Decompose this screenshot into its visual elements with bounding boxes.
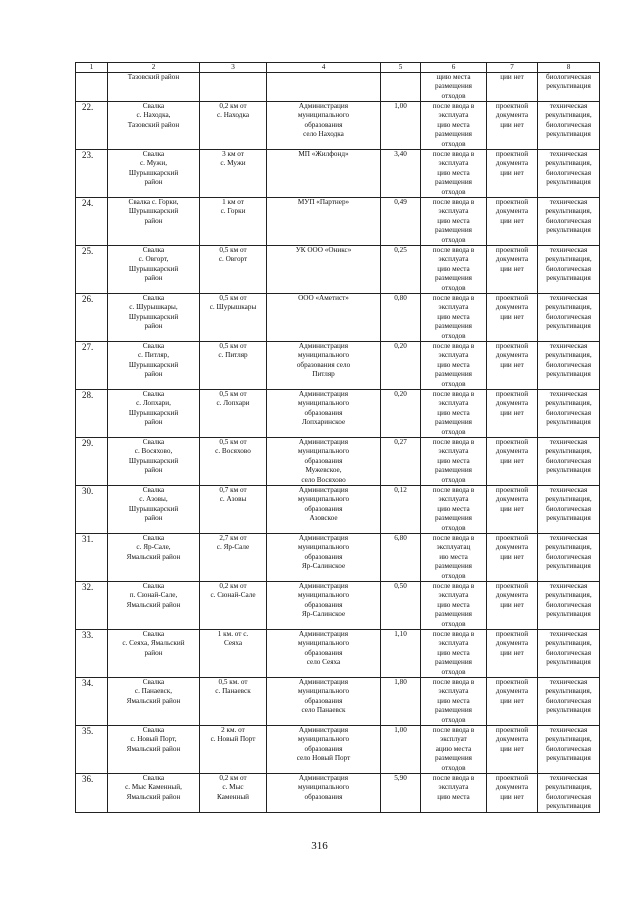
table-row [76,342,600,390]
reclamation-cell: биологическая рекультивация [538,73,600,102]
table-row [76,73,600,102]
project-docs-cell: проектной документа ции нет [487,150,538,198]
distance-cell: 1 км от с. Горки [200,198,267,246]
project-docs-cell: проектной документа ции нет [487,582,538,630]
distance-cell: 0,5 км от с. Лопхари [200,390,267,438]
term-cell: после ввода в эксплуата цию места размещения отходов [421,438,487,486]
row-number-cell: 26. [76,294,108,342]
area-cell: 0,20 [381,390,421,438]
distance-cell: 0,2 км от с. Мыс Каменный [200,774,267,812]
project-docs-cell: проектной документа ции нет [487,246,538,294]
term-cell: после ввода в эксплуата цию места размещения отходов [421,582,487,630]
site-name-cell: Свалка с. Яр-Сале, Ямальский район [108,534,200,582]
reclamation-cell: техническая рекультивация, биологическая рекультивация [538,294,600,342]
reclamation-cell: техническая рекультивация, биологическая рекультивация [538,246,600,294]
area-cell: 0,80 [381,294,421,342]
area-cell: 0,20 [381,342,421,390]
site-name-cell: Свалка с. Находка, Тазовский район [108,102,200,150]
reclamation-cell: техническая рекультивация, биологическая рекультивация [538,342,600,390]
term-cell: после ввода в эксплуата цию места размещения отходов [421,294,487,342]
operator-cell: Администрация муниципального образования село Питляр [267,342,381,390]
area-cell: 3,40 [381,150,421,198]
table-row [76,534,600,582]
operator-cell: ООО «Аметист» [267,294,381,342]
project-docs-cell: проектной документа ции нет [487,102,538,150]
column-number: 7 [487,63,538,73]
site-name-cell: Свалка п. Сюнай-Сале, Ямальский район [108,582,200,630]
column-number: 2 [108,63,200,73]
operator-cell: Администрация муниципального образования Лопхаринское [267,390,381,438]
area-cell: 5,90 [381,774,421,812]
term-cell: после ввода в эксплуат ацию места размещения отходов [421,726,487,774]
table-row [76,774,600,812]
operator-cell: Администрация муниципального образования [267,774,381,812]
reclamation-cell: техническая рекультивация, биологическая рекультивация [538,774,600,812]
table-row [76,102,600,150]
operator-cell: Администрация муниципального образования Яр-Салинское [267,534,381,582]
distance-cell: 0,2 км от с. Находка [200,102,267,150]
operator-cell: Администрация муниципального образования Азовское [267,486,381,534]
reclamation-cell: техническая рекультивация, биологическая рекультивация [538,198,600,246]
operator-cell: МУП «Партнер» [267,198,381,246]
project-docs-cell: проектной документа ции нет [487,726,538,774]
row-number-cell [76,73,108,102]
area-cell [381,73,421,102]
distance-cell: 0,5 км от с. Шурышкары [200,294,267,342]
term-cell: после ввода в эксплуата цию места размещения отходов [421,390,487,438]
term-cell: после ввода в эксплуата цию места размещения отходов [421,486,487,534]
operator-cell: Администрация муниципального образования село Находка [267,102,381,150]
table-row [76,198,600,246]
table-row [76,390,600,438]
table-row [76,294,600,342]
site-name-cell: Свалка с. Новый Порт, Ямальский район [108,726,200,774]
distance-cell: 0,5 км. от с. Панаевск [200,678,267,726]
project-docs-cell: ции нет [487,73,538,102]
area-cell: 0,27 [381,438,421,486]
operator-cell: Администрация муниципального образования село Панаевск [267,678,381,726]
project-docs-cell: проектной документа ции нет [487,774,538,812]
site-name-cell: Свалка с. Сеяха, Ямальский район [108,630,200,678]
column-number: 3 [200,63,267,73]
table-row [76,150,600,198]
row-number-cell: 28. [76,390,108,438]
project-docs-cell: проектной документа ции нет [487,342,538,390]
area-cell: 0,25 [381,246,421,294]
column-number-row [76,63,600,73]
column-number: 6 [421,63,487,73]
column-number: 4 [267,63,381,73]
distance-cell: 2,7 км от с. Яр-Сале [200,534,267,582]
term-cell: после ввода в эксплуата цию места размещения отходов [421,102,487,150]
site-name-cell: Свалка с. Шурышкары, Шурышкарский район [108,294,200,342]
row-number-cell: 22. [76,102,108,150]
operator-cell: Администрация муниципального образования Яр-Салинское [267,582,381,630]
reclamation-cell: техническая рекультивация, биологическая рекультивация [538,534,600,582]
row-number-cell: 29. [76,438,108,486]
area-cell: 1,00 [381,726,421,774]
reclamation-cell: техническая рекультивация, биологическая рекультивация [538,390,600,438]
project-docs-cell: проектной документа ции нет [487,534,538,582]
area-cell: 6,80 [381,534,421,582]
column-number: 8 [538,63,600,73]
site-name-cell: Свалка с. Восяхово, Шурышкарский район [108,438,200,486]
area-cell: 1,10 [381,630,421,678]
distance-cell: 0,7 км от с. Азовы [200,486,267,534]
project-docs-cell: проектной документа ции нет [487,486,538,534]
site-name-cell: Свалка с. Овгорт, Шурышкарский район [108,246,200,294]
site-name-cell: Свалка с. Питляр, Шурышкарский район [108,342,200,390]
term-cell: после ввода в эксплуатац ию места размещения отходов [421,534,487,582]
site-name-cell: Свалка с. Лопхари, Шурышкарский район [108,390,200,438]
row-number-cell: 31. [76,534,108,582]
row-number-cell: 34. [76,678,108,726]
row-number-cell: 30. [76,486,108,534]
reclamation-cell: техническая рекультивация, биологическая рекультивация [538,438,600,486]
distance-cell: 0,2 км от с. Сюнай-Сале [200,582,267,630]
operator-cell: Администрация муниципального образования село Сеяха [267,630,381,678]
project-docs-cell: проектной документа ции нет [487,294,538,342]
page-number: 316 [311,840,328,852]
site-name-cell: Свалка с. Азовы, Шурышкарский район [108,486,200,534]
table-row [76,246,600,294]
project-docs-cell: проектной документа ции нет [487,630,538,678]
reclamation-cell: техническая рекультивация, биологическая рекультивация [538,102,600,150]
area-cell: 0,12 [381,486,421,534]
area-cell: 0,50 [381,582,421,630]
table-row [76,630,600,678]
table-row [76,438,600,486]
reclamation-cell: техническая рекультивация, биологическая рекультивация [538,486,600,534]
site-name-cell: Свалка с. Панаевск, Ямальский район [108,678,200,726]
row-number-cell: 24. [76,198,108,246]
reclamation-cell: техническая рекультивация, биологическая рекультивация [538,678,600,726]
table-row [76,582,600,630]
distance-cell: 2 км. от с. Новый Порт [200,726,267,774]
row-number-cell: 23. [76,150,108,198]
distance-cell: 0,5 км от с. Восяхово [200,438,267,486]
term-cell: после ввода в эксплуата цию места размещения отходов [421,150,487,198]
row-number-cell: 25. [76,246,108,294]
table-row [76,726,600,774]
site-name-cell: Свалка с. Мыс Каменный, Ямальский район [108,774,200,812]
area-cell: 1,00 [381,102,421,150]
project-docs-cell: проектной документа ции нет [487,438,538,486]
term-cell: щию места размещения отходов [421,73,487,102]
project-docs-cell: проектной документа ции нет [487,390,538,438]
distance-cell: 3 км от с. Мужи [200,150,267,198]
area-cell: 0,49 [381,198,421,246]
reclamation-cell: техническая рекультивация, биологическая рекультивация [538,630,600,678]
row-number-cell: 32. [76,582,108,630]
reclamation-cell: техническая рекультивация, биологическая рекультивация [538,726,600,774]
reclamation-cell: техническая рекультивация, биологическая рекультивация [538,582,600,630]
distance-cell: 1 км. от с. Сеяха [200,630,267,678]
operator-cell: Администрация муниципального образования село Новый Порт [267,726,381,774]
term-cell: после ввода в эксплуата цию места [421,774,487,812]
distance-cell [200,73,267,102]
reclamation-cell: техническая рекультивация, биологическая рекультивация [538,150,600,198]
term-cell: после ввода в эксплуата цию места размещения отходов [421,678,487,726]
operator-cell [267,73,381,102]
term-cell: после ввода в эксплуата цию места размещения отходов [421,342,487,390]
project-docs-cell: проектной документа ции нет [487,678,538,726]
row-number-cell: 36. [76,774,108,812]
term-cell: после ввода в эксплуата цию места размещения отходов [421,198,487,246]
column-number: 1 [76,63,108,73]
row-number-cell: 35. [76,726,108,774]
distance-cell: 0,5 км от с. Питляр [200,342,267,390]
operator-cell: МП «Жилфонд» [267,150,381,198]
site-name-cell: Тазовский район [108,73,200,102]
waste-sites-table [75,62,600,813]
project-docs-cell: проектной документа ции нет [487,198,538,246]
row-number-cell: 27. [76,342,108,390]
term-cell: после ввода в эксплуата цию места размещения отходов [421,246,487,294]
table-row [76,678,600,726]
table-row [76,486,600,534]
term-cell: после ввода в эксплуата цию места размещения отходов [421,630,487,678]
site-name-cell: Свалка с. Мужи, Шурышкарский район [108,150,200,198]
column-number: 5 [381,63,421,73]
operator-cell: УК ООО «Оникс» [267,246,381,294]
operator-cell: Администрация муниципального образования Мужевское, село Восяхово [267,438,381,486]
row-number-cell: 33. [76,630,108,678]
distance-cell: 0,5 км от с. Овгорт [200,246,267,294]
area-cell: 1,80 [381,678,421,726]
site-name-cell: Свалка с. Горки, Шурышкарский район [108,198,200,246]
